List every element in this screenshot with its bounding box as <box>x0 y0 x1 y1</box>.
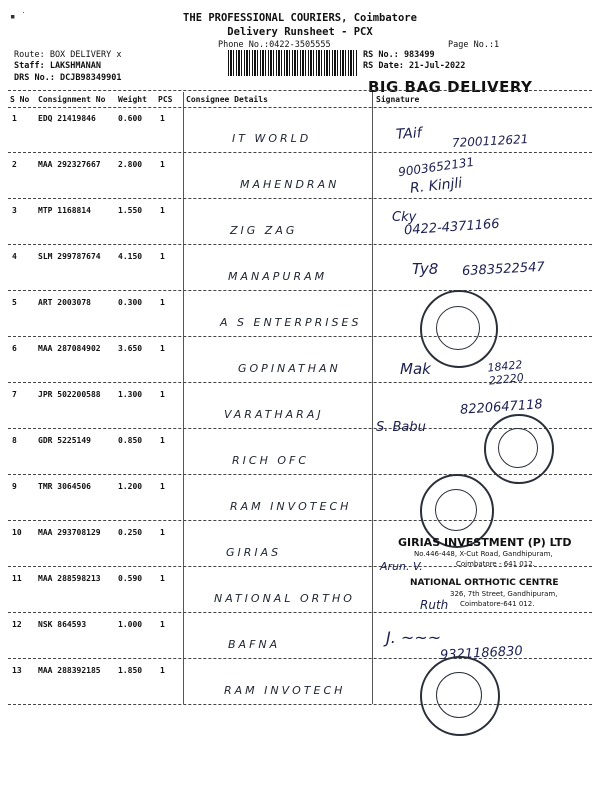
row-weight: 0.300 <box>118 298 143 307</box>
phone-row-6: 18422 22220 <box>486 358 525 388</box>
row-divider <box>8 198 592 199</box>
col-weight: Weight <box>118 95 147 104</box>
row-consignment-no: SLM 299787674 <box>38 252 101 261</box>
row-divider <box>8 704 592 705</box>
phone-row-12: 9321186830 <box>439 643 524 664</box>
round-seal-icon <box>420 656 500 736</box>
row-pcs: 1 <box>160 114 165 123</box>
phone-row-1: 7200112621 <box>451 132 529 150</box>
row-pcs: 1 <box>160 528 165 537</box>
round-seal-icon <box>484 414 554 484</box>
row-sno: 2 <box>12 160 17 169</box>
row-consignment-no: TMR 3064506 <box>38 482 91 491</box>
row-sno: 8 <box>12 436 17 445</box>
row-consignment-no: NSK 864593 <box>38 620 87 629</box>
row-pcs: 1 <box>160 206 165 215</box>
row-pcs: 1 <box>160 252 165 261</box>
row-consignment-no: EDQ 21419846 <box>38 114 96 123</box>
row-sno: 1 <box>12 114 17 123</box>
row-pcs: 1 <box>160 344 165 353</box>
row-sno: 7 <box>12 390 17 399</box>
girias-stamp-address: No.446-448, X-Cut Road, Gandhipuram, <box>414 550 553 558</box>
phone-number: Phone No.:0422-3505555 <box>218 40 331 50</box>
row-weight: 0.590 <box>118 574 143 583</box>
row-weight: 0.850 <box>118 436 143 445</box>
signature-row-10: Arun. V. <box>380 560 423 573</box>
signature-row-3: Cky <box>392 210 417 225</box>
signature-row-7: S. Babu <box>376 420 426 435</box>
row-consignment-no: ART 2003078 <box>38 298 91 307</box>
row-sno: 3 <box>12 206 17 215</box>
drs-number: DRS No.: DCJB98349901 <box>14 73 122 83</box>
scan-mark-icon: ▪ ˙ <box>10 12 27 22</box>
signature-row-6: Mak <box>400 360 431 378</box>
signature-row-1: TAif <box>395 125 423 143</box>
row-consignee: GOPINATHAN <box>238 362 341 375</box>
row-sno: 5 <box>12 298 17 307</box>
row-consignee: ZIG ZAG <box>230 224 298 237</box>
row-divider <box>8 520 592 521</box>
row-consignee: VARATHARAJ <box>224 408 324 421</box>
national-stamp-name: NATIONAL ORTHOTIC CENTRE <box>410 578 559 588</box>
phone-row-2: 9003652131 <box>397 154 475 180</box>
phone-row-7: 8220647118 <box>459 397 544 418</box>
signature-row-2: R. Kinjli <box>409 175 463 197</box>
row-sno: 4 <box>12 252 17 261</box>
row-sno: 13 <box>12 666 22 675</box>
row-weight: 4.150 <box>118 252 143 261</box>
row-consignee: BAFNA <box>228 638 281 651</box>
row-pcs: 1 <box>160 620 165 629</box>
row-divider <box>8 244 592 245</box>
phone-row-4: 6383522547 <box>461 259 546 280</box>
col-signature: Signature <box>376 95 420 104</box>
row-sno: 6 <box>12 344 17 353</box>
row-consignee: NATIONAL ORTHO <box>214 592 355 605</box>
row-consignee: GIRIAS <box>226 546 282 559</box>
row-sno: 9 <box>12 482 17 491</box>
row-consignment-no: MAA 288598213 <box>38 574 101 583</box>
row-consignment-no: MAA 288392185 <box>38 666 101 675</box>
staff-label: Staff: LAKSHMANAN <box>14 61 101 71</box>
row-pcs: 1 <box>160 666 165 675</box>
row-weight: 1.200 <box>118 482 143 491</box>
row-weight: 1.300 <box>118 390 143 399</box>
national-stamp-address: 326, 7th Street, Gandhipuram, <box>450 590 558 598</box>
girias-stamp-name: GIRIAS INVESTMENT (P) LTD <box>398 536 572 549</box>
row-consignee: MAHENDRAN <box>240 178 340 191</box>
row-consignee: IT WORLD <box>232 132 312 145</box>
signature-row-11: Ruth <box>420 598 449 612</box>
header-top-rule <box>8 90 592 91</box>
row-sno: 12 <box>12 620 22 629</box>
row-pcs: 1 <box>160 574 165 583</box>
row-consignment-no: MTP 1168814 <box>38 206 91 215</box>
row-consignee: MANAPURAM <box>228 270 328 283</box>
col-sno: S No <box>10 95 30 104</box>
sheet-title: Delivery Runsheet - PCX <box>227 26 373 38</box>
rs-date: RS Date: 21-Jul-2022 <box>363 61 466 71</box>
row-weight: 1.550 <box>118 206 143 215</box>
row-consignee: RAM INVOTECH <box>224 684 346 697</box>
company-name: THE PROFESSIONAL COURIERS, Coimbatore <box>183 12 417 24</box>
row-pcs: 1 <box>160 436 165 445</box>
row-consignment-no: MAA 293708129 <box>38 528 101 537</box>
girias-stamp-city: Coimbatore - 641 012. <box>456 560 535 568</box>
row-divider <box>8 336 592 337</box>
row-consignee: A S ENTERPRISES <box>220 316 362 329</box>
row-divider <box>8 290 592 291</box>
row-consignment-no: JPR 502200588 <box>38 390 101 399</box>
row-consignee: RAM INVOTECH <box>230 500 352 513</box>
row-consignment-no: GDR 5225149 <box>38 436 91 445</box>
header-bottom-rule <box>8 107 592 108</box>
col-pcs: PCS <box>158 95 173 104</box>
row-sno: 10 <box>12 528 22 537</box>
row-weight: 2.800 <box>118 160 143 169</box>
row-pcs: 1 <box>160 390 165 399</box>
row-weight: 3.650 <box>118 344 143 353</box>
rs-number: RS No.: 983499 <box>363 50 435 60</box>
row-pcs: 1 <box>160 298 165 307</box>
row-consignee: RICH OFC <box>232 454 310 467</box>
row-weight: 0.600 <box>118 114 143 123</box>
national-stamp-city: Coimbatore-641 012. <box>460 600 535 608</box>
row-consignment-no: MAA 292327667 <box>38 160 101 169</box>
col-consignee: Consignee Details <box>186 95 268 104</box>
row-pcs: 1 <box>160 482 165 491</box>
row-weight: 1.850 <box>118 666 143 675</box>
phone-row-3: 0422-4371166 <box>403 216 501 239</box>
page-number: Page No.:1 <box>448 40 500 50</box>
route-label: Route: BOX DELIVERY x <box>14 50 122 60</box>
barcode <box>228 50 358 76</box>
row-weight: 0.250 <box>118 528 143 537</box>
signature-row-12: J. ~~~ <box>386 628 442 647</box>
row-weight: 1.000 <box>118 620 143 629</box>
col-consignment: Consignment No <box>38 95 106 104</box>
row-sno: 11 <box>12 574 22 583</box>
signature-row-4: Ty8 <box>412 260 439 278</box>
big-bag-stamp: BIG BAG DELIVERY <box>368 78 533 96</box>
row-pcs: 1 <box>160 160 165 169</box>
round-seal-icon <box>420 290 498 368</box>
row-divider <box>8 152 592 153</box>
row-divider <box>8 612 592 613</box>
row-consignment-no: MAA 287084902 <box>38 344 101 353</box>
